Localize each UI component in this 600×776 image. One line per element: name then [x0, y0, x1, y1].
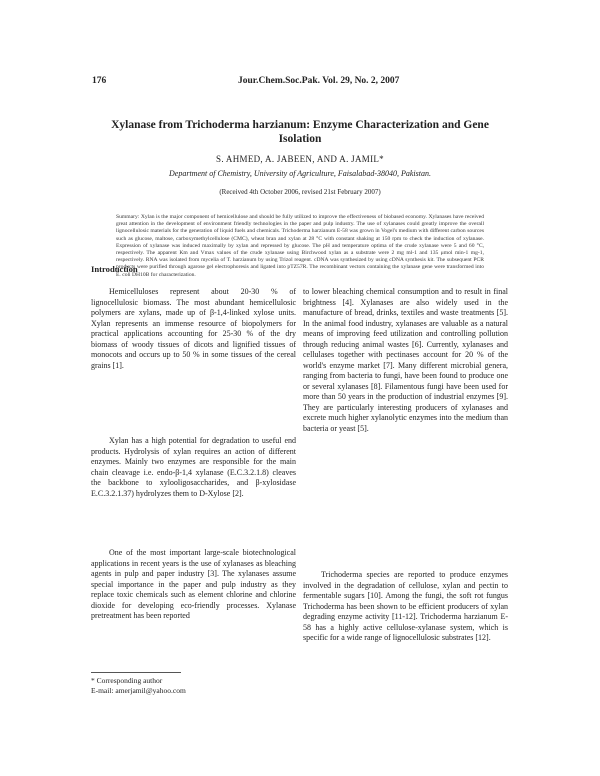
paragraph: Xylan has a high potential for degradation to useful end products. Hydrolysis of xylan requires an action of different enzymes. Mainly two enzymes are responsible for the main chain cleavage i.e. endo-β-1,4 xylanase (E.C.3.2.1.8) cleaves the backbone to xylooligosaccharides, and β-xylosidase E.C.3.2.1.37) hydrolyzes them to D-Xylose [2]. — [91, 436, 296, 498]
paragraph: to lower bleaching chemical consumption and to result in final brightness [4]. Xylanases are also widely used in the manufacture of bread, drinks, textiles and waste treatments [5]. In the animal food industry, xylanases are valuable as a natural means of improving feed utilization and controlling pollution through reducing animal wastes [6]. Currently, xylanases and cellulases together with pectinases account for 20 % of the world's enzyme market [7]. Many different microbial genera, ranging from bacteria to fungi, have been found to produce one or several xylanases [8]. Filamentous fungi have been used for more than 50 years in the production of industrial enzymes [9]. They are particularly interesting producers of xylanases and excrete much higher xylanolytic enzymes into the medium than bacteria or yeast [5]. — [303, 287, 508, 433]
paragraph: Trichoderma species are reported to produce enzymes involved in the degradation of cellulose, xylan and pectin to fermentable sugars [10]. Among the fungi, the soft rot fungus Trichoderma has been shown to be efficient producers of xylan degrading enzyme activity [11-12]. Trichoderma harzianum E-58 has a highly active cellulose-xylanase system, which is specific for a wide range of lignocellulosic substrates [12]. — [303, 570, 508, 642]
paragraph: Hemicelluloses represent about 20-30 % of lignocellulosic biomass. The most abundant hemicellulosic polymers are xylans, made up of β-1,4-linked xylose units. Xylan represents an immense resource of biopolymers for practical applications accounting for 25-30 % of the dry biomass of woody tissues of dicots and lignified tissues of monocots and occurs up to 50 % in some tissues of the cereal grains [1]. — [91, 287, 296, 370]
column-right-para-2 — [303, 570, 508, 644]
journal-header: Jour.Chem.Soc.Pak. Vol. 29, No. 2, 2007 — [238, 76, 400, 86]
abstract: Summary: Xylan is the major component of hemicellulose and should be fully utilized to improve the effectiveness of biobased economy. Xylanases have received great attention in the development of environment friendly technologies in the paper and pulp industry. The use of xylanases could greatly improve the overall lignocellulosic materials for the generation of liquid fuels and chemicals. Trichoderma harzianum E-58 was grown in Vogel's medium with different carbon sources such as glucose, maltose, carboxymethylcellulose (CMC), wheat bran and xylan at 28 °C with constant shaking at 150 rpm to check the induction of xylanase. Expression of xylanase was induced maximally by xylan and repressed by glucose. The pH and temperature optima of the crude xylanase were 5 and 60 °C, respectively. The apparent Km and Vmax values of the crude xylanase using Birchwood xylan as a substrate were 2 mg ml-1 and 135 μmol min-1 mg-1, respectively. RNA was isolated from mycelia of T. harzianum by using Trizol reagent. cDNA was synthesized by using cDNA synthesis kit. The subsequent PCR products were purified through agarose gel electrophoresis and ligated into pTZ57R. The recombinant vectors containing the xylanase gene were transformed into E. coli DH10B for characterization. — [116, 214, 484, 278]
footnote — [91, 676, 186, 696]
page-number: 176 — [92, 76, 107, 86]
paragraph: One of the most important large-scale biotechnological applications in recent years is the use of xylanases as bleaching agents in pulp and paper industry [3]. The xylanases assume special importance in the paper and pulp industry as they replace toxic chemicals such as element chlorine and chlorine dioxide for developing eco-friendly processes. Xylanase pretreatment has been reported — [91, 548, 296, 620]
column-left-para-1 — [91, 287, 296, 371]
column-right-para-1 — [303, 287, 508, 434]
corresponding-author-note: * Corresponding author — [91, 676, 163, 685]
author-email: E-mail: amerjamil@yahoo.com — [91, 686, 186, 695]
footnote-divider — [91, 672, 181, 673]
section-heading-introduction: Introduction — [91, 264, 138, 274]
column-left-para-2 — [91, 436, 296, 499]
received-dates: (Received 4th October 2006, revised 21st February 2007) — [219, 188, 381, 196]
affiliation: Department of Chemistry, University of Agriculture, Faisalabad-38040, Pakistan. — [169, 169, 431, 178]
column-left-para-3 — [91, 548, 296, 622]
authors: S. AHMED, A. JABEEN, AND A. JAMIL* — [216, 154, 384, 164]
paper-title: Xylanase from Trichoderma harzianum: Enzyme Characterization and Gene Isolation — [111, 119, 489, 145]
